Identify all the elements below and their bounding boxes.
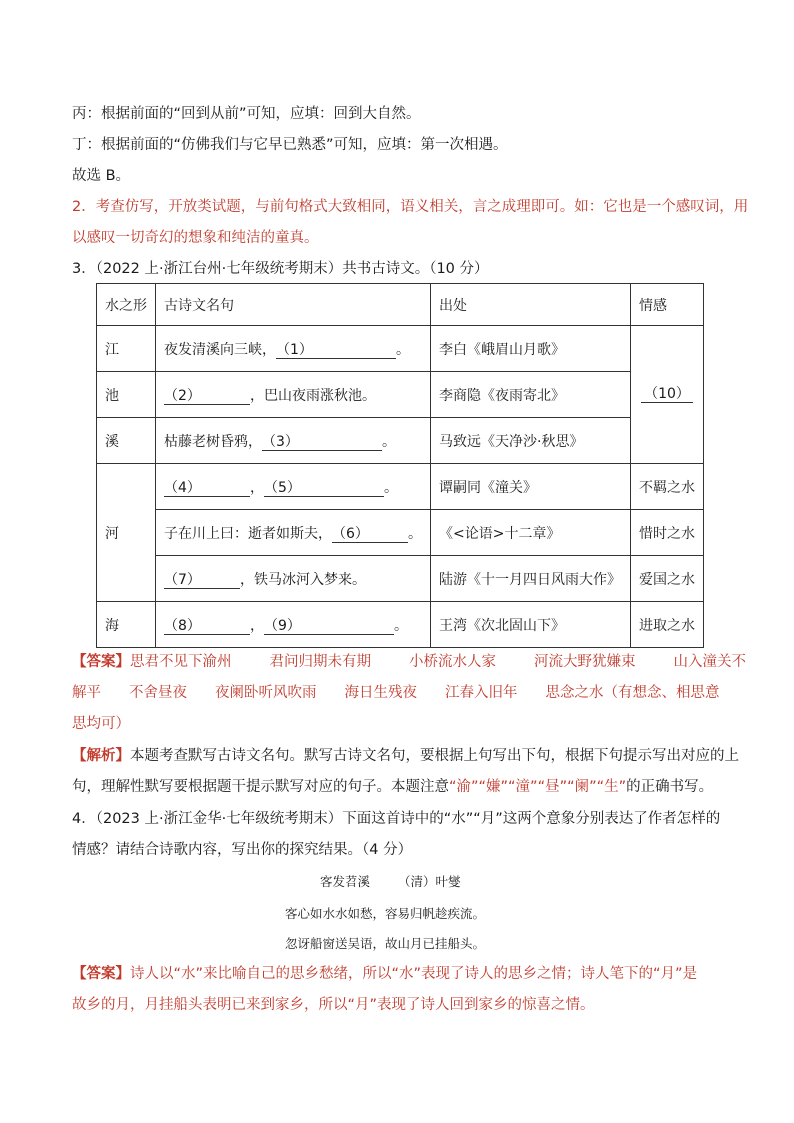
form-cell: 溪 xyxy=(97,418,156,464)
explanation-ding: 丁：根据前面的“仿佛我们与它早已熟悉”可知，应填：第一次相遇。 xyxy=(72,137,508,153)
source-cell: 马致远《天净沙·秋思》 xyxy=(431,418,631,464)
emotion-cell: 不羁之水 xyxy=(631,464,704,510)
verse-cell: 枯藤老树昏鸦，（3） 。 xyxy=(156,418,431,464)
blank-field[interactable]: （9） xyxy=(264,618,394,635)
question-4-line2: 情感？请结合诗歌内容，写出你的探究结果。（4 分） xyxy=(72,842,413,858)
table-row xyxy=(97,556,704,602)
blank-field[interactable]: （6） xyxy=(332,526,408,543)
blank-field[interactable]: （4） xyxy=(164,480,250,497)
q2-explanation-line1: 2．考查仿写，开放类试题，与前句格式大致相同，语义相关，言之成理即可。如：它也是一个感叹词，用 xyxy=(72,199,749,215)
poetry-table xyxy=(96,283,704,648)
poem-line-2: 忽讶船窗送吴语，故山月已挂船头。 xyxy=(285,936,486,951)
blank-field[interactable]: （3） xyxy=(262,434,382,451)
source-cell: 李白《峨眉山月歌》 xyxy=(431,326,631,372)
header-cell: 水之形 xyxy=(97,284,156,326)
table-row xyxy=(97,326,704,372)
verse-cell: （2） ，巴山夜雨涨秋池。 xyxy=(156,372,431,418)
header-cell: 出处 xyxy=(431,284,631,326)
header-cell: 古诗文名句 xyxy=(156,284,431,326)
poem-line-1: 客心如水水如愁，容易归帆趁疾流。 xyxy=(285,906,486,921)
source-cell: 谭嗣同《潼关》 xyxy=(431,464,631,510)
emotion-cell: 惜时之水 xyxy=(631,510,704,556)
choice-conclusion: 故选 B。 xyxy=(72,168,131,184)
verse-cell: （4） ，（5） 。 xyxy=(156,464,431,510)
table-header-row xyxy=(97,284,704,326)
table-row xyxy=(97,510,704,556)
verse-cell: （7） ，铁马冰河入梦来。 xyxy=(156,556,431,602)
answer-3-line3: 思均可） xyxy=(72,716,130,732)
emotion-cell: 爱国之水 xyxy=(631,556,704,602)
blank-field[interactable]: （7） xyxy=(164,572,240,589)
poem-title: 客发苕溪 （清）叶燮 xyxy=(320,874,461,889)
answer-3-line1: 【答案】思君不见下渝州 君问归期未有期 小桥流水人家 河流大野犹嫌束 山入潼关不 xyxy=(72,654,746,670)
table-row xyxy=(97,418,704,464)
emotion-cell: 进取之水 xyxy=(631,602,704,648)
form-cell: 江 xyxy=(97,326,156,372)
form-cell: 海 xyxy=(97,602,156,648)
answer-4-line1: 【答案】诗人以“水”来比喻自己的思乡愁绪，所以“水”表现了诗人的思乡之情；诗人笔下的“月”是 xyxy=(72,966,698,982)
blank-field[interactable]: （2） xyxy=(164,388,250,405)
verse-cell: （8） ，（9） 。 xyxy=(156,602,431,648)
source-cell: 李商隐《夜雨寄北》 xyxy=(431,372,631,418)
blank-field[interactable]: （8） xyxy=(164,618,250,635)
table-row xyxy=(97,372,704,418)
verse-cell: 子在川上曰：逝者如斯夫，（6） 。 xyxy=(156,510,431,556)
table-row xyxy=(97,464,704,510)
form-cell: 河 xyxy=(97,464,156,602)
answer-3-line2: 解平 不舍昼夜 夜阑卧听风吹雨 海日生残夜 江春入旧年 思念之水（有想念、相思意 xyxy=(72,685,720,701)
answer-4-line2: 故乡的月，月挂船头表明已来到家乡，所以“月”表现了诗人回到家乡的惊喜之情。 xyxy=(72,997,595,1013)
analysis-3-line1: 【解析】本题考查默写古诗文名句。默写古诗文名句，要根据上句写出下句，根据下句提示写出对应的上 xyxy=(72,748,739,764)
table-row xyxy=(97,602,704,648)
blank-field[interactable]: （1） xyxy=(276,342,396,359)
question-3-heading: 3．（2022 上·浙江台州·七年级统考期末）共书古诗文。（10 分） xyxy=(72,261,489,277)
q2-explanation-line2: 以感叹一切奇幻的想象和纯洁的童真。 xyxy=(72,230,319,246)
form-cell: 池 xyxy=(97,372,156,418)
explanation-bing: 丙：根据前面的“回到从前”可知，应填：回到大自然。 xyxy=(72,106,421,122)
source-cell: 王湾《次北固山下》 xyxy=(431,602,631,648)
verse-cell: 夜发清溪向三峡，（1） 。 xyxy=(156,326,431,372)
blank-field[interactable]: （10） xyxy=(641,386,693,403)
header-cell: 情感 xyxy=(631,284,704,326)
question-4-line1: 4．（2023 上·浙江金华·七年级统考期末）下面这首诗中的“水”“月”这两个意象分别表达了作者怎样的 xyxy=(72,811,721,827)
source-cell: 《<论语>十二章》 xyxy=(431,510,631,556)
emotion-cell xyxy=(631,326,704,464)
analysis-3-line2: 句，理解性默写要根据题干提示默写对应的句子。本题注意“渝”“嫌”“潼”“昼”“阑”“生”的正确书写。 xyxy=(72,779,714,795)
source-cell: 陆游《十一月四日风雨大作》 xyxy=(431,556,631,602)
blank-field[interactable]: （5） xyxy=(264,480,384,497)
